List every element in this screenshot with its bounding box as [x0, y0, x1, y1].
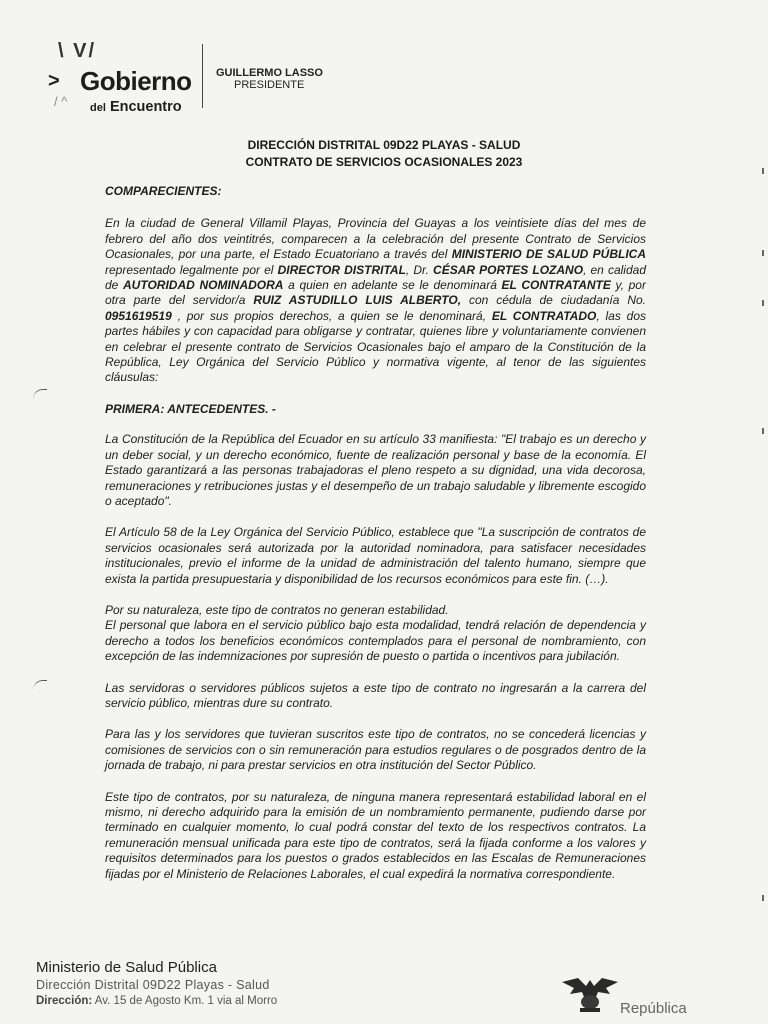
paragraph-naturaleza [105, 603, 646, 665]
bold-run: EL CONTRATANTE [501, 278, 611, 293]
text-run: representado legalmente por el [105, 262, 278, 277]
document-body [105, 184, 646, 898]
edge-mark [762, 250, 764, 256]
header-divider [202, 44, 203, 108]
comparecientes-heading: COMPARECIENTES: [105, 184, 222, 198]
paragraph-estabilidad: Este tipo de contratos, por su naturaleza, de ninguna manera representará estabilidad laboral en el mismo, ni derecho adquirido para la emisión de un nombramiento permanente, pudiendo darse por terminado en cualquier momento, lo cual podrá constar del texto de los respectivos contratos. La remuneración mensual unificada para este tipo de contratos, será la fijada conforme a los valores y requisitos determinados para los puestos o grados establecidos en las Escalas de Remuneraciones fijadas por el Ministerio de Relaciones Laborales, el cual expedirá la normativa correspondiente. [105, 789, 646, 881]
paragraph-articulo-58: El Artículo 58 de la Ley Orgánica del Servicio Público, establece que "La suscripción de contratos de servicios ocasionales será autorizada por la autoridad nominadora, para satisfacer necesidades institucionales, previo el informe de la unidad de administración del talento humano, siempre que exista la partida presupuestaria y disponibilidad de los recursos económicos para este fin. (…). [105, 525, 646, 586]
bold-run: DIRECTOR DISTRITAL [277, 262, 406, 277]
footer-address-label: Dirección: [36, 995, 93, 1007]
text-run: a quien en adelante se le denominará [283, 278, 502, 293]
text-run: , las dos partes hábiles y con capacidad para obligarse y contratar, quienes libre y voluntariamente convienen en celebrar el presente contrato de Servicios Ocasionales bajo el amparo de la Constitución de la República, Ley Orgánica del Servicio Público y normativa vigente, al tenor de las siguientes cláusulas: [105, 308, 646, 385]
bold-run: 0951619519 [105, 308, 172, 323]
logo-marks-bottom: / ^ [54, 94, 68, 109]
edge-mark [762, 428, 764, 434]
footer-ministry: Ministerio de Salud Pública [36, 959, 217, 976]
edge-mark [762, 168, 764, 174]
president-name: GUILLERMO LASSO [216, 67, 323, 79]
document-title-line2: CONTRATO DE SERVICIOS OCASIONALES 2023 [245, 155, 523, 169]
text-run: , Dr. [405, 262, 434, 277]
text-run: , en calidad de [105, 262, 646, 293]
logo-brand-prefix: del [90, 102, 106, 114]
bold-run: MINISTERIO DE SALUD PÚBLICA [451, 247, 646, 262]
footer-district: Dirección Distrital 09D22 Playas - Salud [36, 978, 270, 992]
primera-heading: PRIMERA: ANTECEDENTES. - [105, 401, 276, 416]
naturaleza-detail: El personal que labora en el servicio público bajo esta modalidad, tendrá relación de dependencia y derecho a todos los beneficios económicos contemplados para el personal de nombramiento, con excepción de las indemnizaciones por supresión de puesto o partida o incentivos para jubilación. [105, 618, 646, 664]
logo-arrow-icon: > [48, 70, 60, 92]
bold-run: AUTORIDAD NOMINADORA [123, 278, 284, 293]
margin-mark [33, 389, 47, 400]
footer-block [36, 958, 277, 1009]
footer-address-value: Av. 15 de Agosto Km. 1 via al Morro [92, 995, 278, 1007]
logo-brand-suffix: Encuentro [109, 99, 182, 115]
document-title-line1: DIRECCIÓN DISTRITAL 09D22 PLAYAS - SALUD [247, 138, 521, 152]
paragraph-constitucion: La Constitución de la República del Ecuador en su artículo 33 manifiesta: "El trabajo es un derecho y un deber social, y un derecho económico, fuente de realización personal y base de la economía. El Estado garantizará a las personas trabajadoras el pleno respeto a su dignidad, una vida decorosa, remuneraciones y retribuciones justas y el desempeño de un trabajo saludable y libremente escogido o aceptado". [105, 432, 646, 508]
paragraph-licencias: Para las y los servidores que tuvieran suscritos este tipo de contratos, no se concederá licencias y comisiones de servicios con o sin remuneración para estudios regulares o de posgrados dentro de la jornada de trabajo, ni para prestar servicios en otra institución del Sector Público. [105, 727, 646, 773]
comparecientes-paragraph [105, 216, 646, 385]
bold-run: CÉSAR PORTES LOZANO [433, 262, 584, 277]
paragraph-carrera: Las servidoras o servidores públicos sujetos a este tipo de contrato no ingresarán a la carrera del servicio público, mientras dure su contrato. [105, 680, 646, 710]
president-block [216, 67, 323, 91]
president-role: PRESIDENTE [234, 79, 305, 91]
text-run: con cédula de ciudadanía No. [461, 293, 646, 308]
footer-republica: República [620, 1000, 687, 1017]
text-run: , por sus propios derechos, a quien se le denominará, [171, 308, 492, 323]
edge-mark [762, 300, 764, 306]
logo-marks-top: \ V/ [58, 40, 97, 62]
gobierno-logo [34, 40, 209, 120]
margin-mark [33, 680, 47, 691]
bold-run: RUIZ ASTUDILLO LUIS ALBERTO, [253, 293, 462, 308]
republica-emblem-icon [560, 972, 620, 1017]
text-run: En la ciudad de General Villamil Playas, Provincia del Guayas a los veintisiete días del mes de febrero del año dos veintitrés, comparecen a la celebración del presente Contrato de Servicios Ocasionales, por una parte, el Estado Ecuatoriano a través del [105, 216, 646, 262]
logo-brand: Gobierno [80, 66, 192, 96]
footer-address [36, 993, 277, 1009]
bold-run: EL CONTRATADO [491, 308, 597, 323]
naturaleza-line: Por su naturaleza, este tipo de contratos no generan estabilidad. [105, 602, 449, 617]
text-run: y, por otra parte del servidor/a [105, 278, 646, 308]
logo-brand-sub [90, 99, 182, 115]
edge-mark [762, 895, 764, 901]
